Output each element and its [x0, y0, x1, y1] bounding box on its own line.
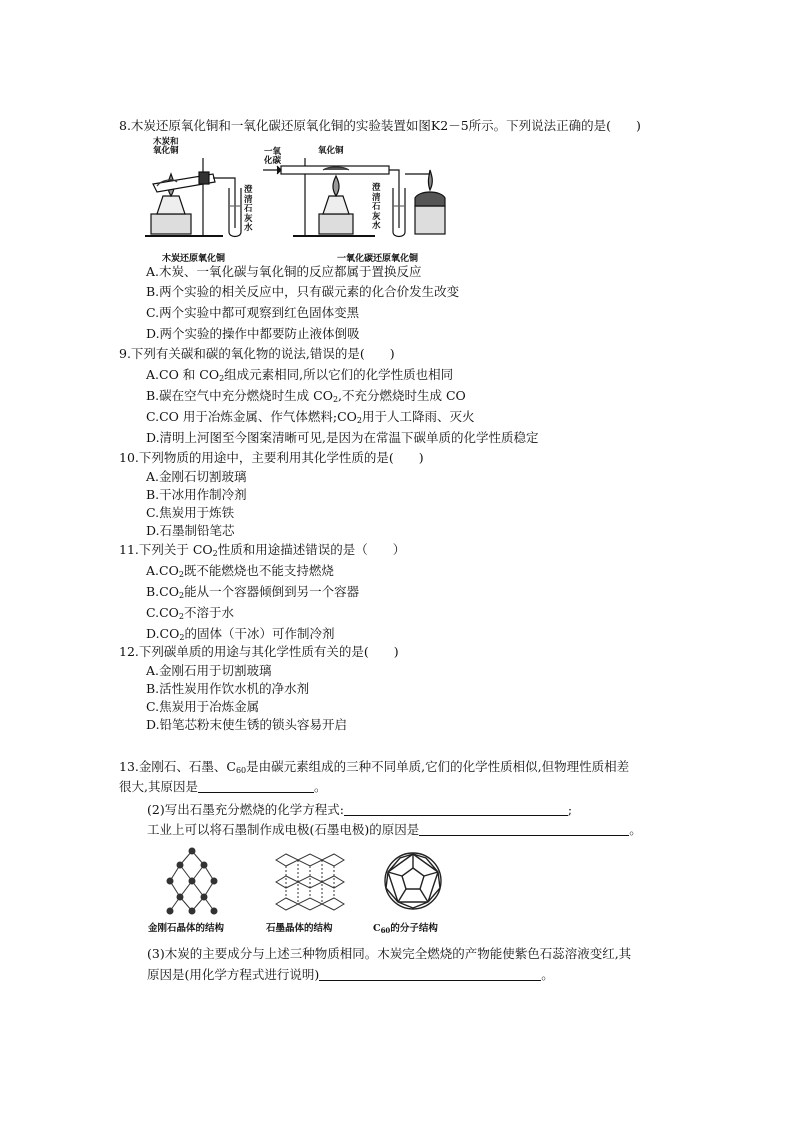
- q11-d-text-rest: 的固体（干冰）可作制冷剂: [184, 626, 335, 641]
- q8-stem: 8.木炭还原氧化铜和一氧化碳还原氧化铜的实验装置如图K2－5所示。下列说法正确的是( ): [119, 118, 641, 133]
- q13-answer-blank-4[interactable]: [319, 968, 541, 981]
- q11-c-text-rest: 不溶于水: [184, 605, 235, 620]
- q11-a-text: A.CO: [146, 563, 179, 578]
- q11-b-sub: 2: [178, 591, 185, 600]
- q12-option-d: D.铅笔芯粉末使生锈的锁头容易开启: [146, 717, 348, 732]
- q13-part3-line1: (3)木炭的主要成分与上述三种物质相同。木炭完全燃烧的产物能使紫色石蕊溶液变红,其: [147, 946, 632, 961]
- q8-option-c: C.两个实验中都可观察到红色固体变黑: [146, 305, 360, 320]
- q13-stem-line1: [119, 758, 629, 776]
- q11-stem-sub: 2: [212, 549, 218, 558]
- q10-stem: 10.下列物质的用途中，主要利用其化学性质的是( ): [119, 450, 424, 465]
- c60-caption: [373, 920, 438, 934]
- c60-structure-figure: [382, 850, 444, 912]
- q13-stem-line2: [119, 778, 327, 796]
- q11-option-a: [146, 562, 334, 580]
- q11-stem: [119, 541, 405, 559]
- graphite-caption: 石墨晶体的结构: [266, 923, 333, 934]
- graphite-structure-figure: [272, 852, 348, 912]
- q8-right-reagent-label: 氧化铜: [318, 146, 344, 156]
- q8-option-d: D.两个实验的操作中都要防止液体倒吸: [146, 326, 360, 341]
- q8-left-reagent-label: [153, 138, 179, 156]
- q9-a-text: A.CO 和 CO: [146, 367, 220, 382]
- q9-option-a: [146, 366, 453, 384]
- q13-p2-line2-text: 工业上可以将石墨制作成电极(石墨电极)的原因是: [147, 822, 420, 837]
- c60-caption-text-rest: 的分子结构: [390, 923, 438, 934]
- q13-p3-line2-text-rest: 。: [541, 967, 554, 982]
- q13-line1-text: 13.金刚石、石墨、C: [119, 759, 236, 774]
- q11-b-text-rest: 能从一个容器倾倒到另一个容器: [184, 584, 360, 599]
- q9-b-sub: 2: [332, 395, 339, 404]
- q9-option-d: D.清明上河图至今图案清晰可见,是因为在常温下碳单质的化学性质稳定: [146, 430, 539, 445]
- q13-answer-blank-1[interactable]: [198, 780, 314, 793]
- q9-c-text: C.CO 用于冶炼金属、作气体燃料;CO: [146, 409, 357, 424]
- c60-caption-text: C: [373, 923, 381, 934]
- c60-caption-sub: 60: [380, 926, 391, 935]
- q12-stem: 12.下列碳单质的用途与其化学性质有关的是( ): [119, 644, 399, 659]
- q9-a-sub: 2: [219, 374, 225, 383]
- q13-line2-text-rest: 。: [313, 779, 327, 794]
- q11-option-c: [146, 604, 234, 622]
- q11-stem-text: 11.下列关于 CO: [119, 542, 213, 557]
- q9-c-sub: 2: [356, 416, 362, 425]
- q13-answer-blank-3[interactable]: [419, 823, 629, 836]
- q13-p2-line2-text-rest: 。: [629, 822, 642, 837]
- q11-b-text: B.CO: [146, 584, 179, 599]
- q9-b-text: B.碳在空气中充分燃烧时生成 CO: [146, 388, 333, 403]
- heat-block-right: [319, 214, 353, 234]
- q10-option-c: C.焦炭用于炼铁: [146, 505, 235, 520]
- q12-option-b: B.活性炭用作饮水机的净水剂: [146, 681, 310, 696]
- q11-c-text: C.CO: [146, 605, 179, 620]
- q8-apparatus-figure: [143, 136, 453, 262]
- q13-p2-line1-text-rest: ;: [567, 802, 573, 817]
- q11-d-sub: 2: [179, 633, 185, 642]
- q8-left-reagent-text: 木炭和 氧化铜: [153, 137, 179, 156]
- q13-part3-line2: [147, 966, 554, 984]
- q10-option-d: D.石墨制铅笔芯: [146, 523, 235, 538]
- q10-option-a: A.金刚石切割玻璃: [146, 469, 247, 484]
- q13-line1-text-rest: 是由碳元素组成的三种不同单质,它们的化学性质相似,但物理性质相差: [246, 759, 630, 774]
- q8-option-a: A.木炭、一氧化碳与氧化铜的反应都属于置换反应: [146, 264, 422, 279]
- diamond-caption: 金刚石晶体的结构: [148, 923, 225, 934]
- q11-option-d: [146, 625, 334, 643]
- diamond-structure-figure: [160, 847, 224, 915]
- q9-c-text-rest: 用于人工降雨、灭火: [362, 409, 475, 424]
- q13-p3-line2-text: 原因是(用化学方程式进行说明): [147, 967, 320, 982]
- q13-line2-text: 很大,其原因是: [119, 779, 198, 794]
- q13-part2-line2: [147, 821, 642, 839]
- q8-left-caption: 木炭还原氧化铜: [162, 254, 226, 264]
- q13-line1-sub: 60: [235, 766, 247, 775]
- q8-option-b: B.两个实验的相关反应中，只有碳元素的化合价发生改变: [146, 284, 460, 299]
- q9-a-text-rest: 组成元素相同,所以它们的化学性质也相同: [224, 367, 454, 382]
- q8-left-limewater-label: 澄清石灰水: [244, 185, 253, 233]
- heat-block-left: [151, 214, 191, 234]
- q11-c-sub: 2: [178, 612, 184, 621]
- q11-a-sub: 2: [178, 570, 184, 579]
- q11-stem-text-rest: 性质和用途描述错误的是（ ）: [217, 542, 406, 557]
- q11-a-text-rest: 既不能燃烧也不能支持燃烧: [183, 563, 334, 578]
- q9-option-c: [146, 408, 475, 426]
- q8-right-limewater-label: 澄清石灰水: [372, 183, 381, 231]
- q10-option-b: B.干冰用作制冷剂: [146, 487, 247, 502]
- q12-option-c: C.焦炭用于冶炼金属: [146, 699, 260, 714]
- q9-stem: 9.下列有关碳和碳的氧化物的说法,错误的是( ): [119, 346, 395, 361]
- q11-d-text: D.CO: [146, 626, 180, 641]
- q8-gas-label: 一氧 化碳: [264, 147, 282, 166]
- q11-option-b: [146, 583, 359, 601]
- q13-p2-line1-text: (2)写出石墨充分燃烧的化学方程式:: [147, 802, 344, 817]
- q13-answer-blank-2[interactable]: [344, 803, 568, 816]
- q8-right-caption: 一氧化碳还原氧化铜: [337, 254, 419, 264]
- q13-part2-line1: [147, 801, 572, 819]
- q9-option-b: [146, 387, 466, 405]
- q9-b-text-rest: ,不充分燃烧时生成 CO: [338, 388, 466, 403]
- q12-option-a: A.金刚石用于切割玻璃: [146, 663, 272, 678]
